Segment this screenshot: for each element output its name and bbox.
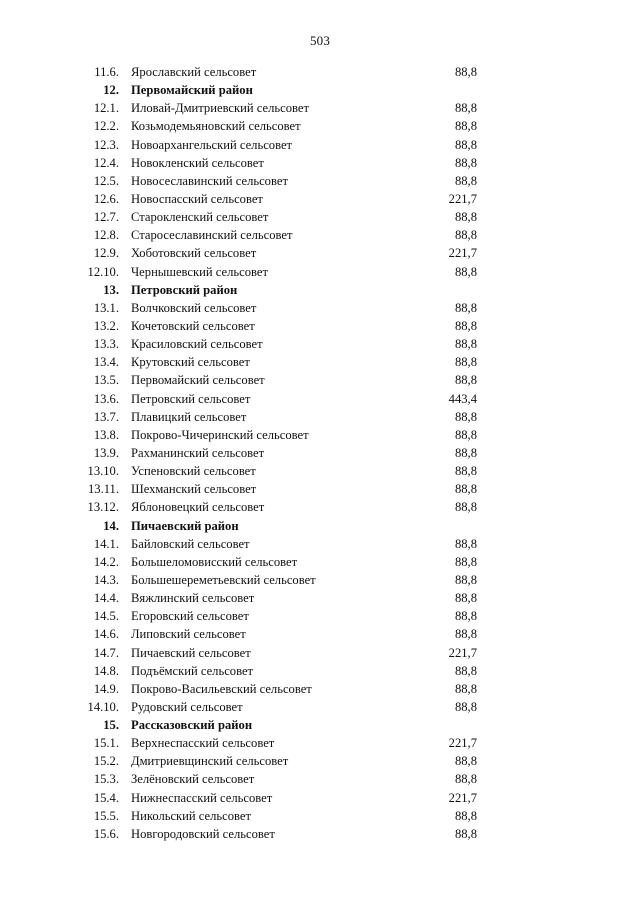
settlement-name: Верхнеспасский сельсовет	[131, 736, 275, 751]
settlement-name: Егоровский сельсовет	[131, 609, 249, 624]
settlement-name: Успеновский сельсовет	[131, 464, 256, 479]
table-row	[0, 390, 640, 408]
row-number: 12.2.	[93, 119, 119, 134]
settlement-name: Хоботовский сельсовет	[131, 246, 257, 261]
table-row	[0, 317, 640, 335]
amount-value: 88,8	[454, 464, 477, 479]
table-row	[0, 571, 640, 589]
amount-value: 88,8	[454, 500, 477, 515]
row-number: 14.9.	[93, 681, 119, 696]
table-row	[0, 607, 640, 625]
amount-value: 88,8	[454, 808, 477, 823]
row-number: 13.12.	[87, 500, 119, 515]
settlement-name: Яблоновецкий сельсовет	[131, 500, 265, 515]
settlement-name: Зелёновский сельсовет	[131, 772, 255, 787]
table-row	[0, 335, 640, 353]
amount-value: 88,8	[454, 627, 477, 642]
table-row	[0, 426, 640, 444]
row-number: 14.	[103, 518, 119, 533]
row-number: 14.5.	[93, 609, 119, 624]
table-row	[0, 408, 640, 426]
amount-value: 221,7	[448, 790, 477, 805]
settlement-name: Подъёмский сельсовет	[131, 663, 254, 678]
amount-value: 88,8	[454, 427, 477, 442]
table-row	[0, 226, 640, 244]
table-row	[0, 444, 640, 462]
district-name: Пичаевский район	[131, 518, 239, 533]
settlement-name: Никольский сельсовет	[131, 808, 252, 823]
settlement-name: Покрово-Васильевский сельсовет	[131, 681, 312, 696]
settlement-name: Большеломовисский сельсовет	[131, 554, 298, 569]
settlement-name: Первомайский сельсовет	[131, 373, 265, 388]
row-number: 12.7.	[93, 210, 119, 225]
settlement-name: Петровский сельсовет	[131, 391, 251, 406]
row-number: 11.6.	[94, 65, 119, 79]
row-number: 14.3.	[93, 572, 119, 587]
settlement-name: Иловай-Дмитриевский сельсовет	[131, 101, 309, 116]
amount-value: 88,8	[454, 772, 477, 787]
amount-value: 88,8	[454, 155, 477, 170]
settlement-name: Вяжлинский сельсовет	[131, 591, 255, 606]
settlement-name: Байловский сельсовет	[131, 536, 250, 551]
settlement-name: Новосеславинский сельсовет	[131, 173, 288, 188]
amount-value: 88,8	[454, 826, 477, 841]
amount-value: 221,7	[448, 736, 477, 751]
row-number: 15.2.	[93, 754, 119, 769]
amount-value: 88,8	[454, 355, 477, 370]
table-row	[0, 136, 640, 154]
row-number: 14.4.	[93, 591, 119, 606]
settlement-name: Красиловский сельсовет	[131, 337, 263, 352]
table-row	[0, 789, 640, 807]
amount-value: 88,8	[454, 572, 477, 587]
table-row	[0, 752, 640, 770]
table-row	[0, 154, 640, 172]
row-number: 13.7.	[93, 409, 119, 424]
row-number: 12.8.	[93, 228, 119, 243]
settlement-name: Новоархангельский сельсовет	[131, 137, 293, 152]
table-row	[0, 535, 640, 553]
amount-value: 88,8	[454, 318, 477, 333]
amount-value: 88,8	[454, 445, 477, 460]
row-number: 14.2.	[93, 554, 119, 569]
amount-value: 88,8	[454, 210, 477, 225]
amount-value: 88,8	[454, 101, 477, 116]
settlement-name: Покрово-Чичеринский сельсовет	[131, 427, 309, 442]
row-number: 15.3.	[93, 772, 119, 787]
settlement-name: Новоспасский сельсовет	[131, 191, 263, 206]
row-number: 12.5.	[93, 173, 119, 188]
row-number: 15.	[103, 718, 119, 733]
table-row	[0, 353, 640, 371]
row-number: 14.7.	[93, 645, 119, 660]
amount-value: 443,4	[448, 391, 477, 406]
row-number: 13.4.	[93, 355, 119, 370]
settlement-name: Волчковский сельсовет	[131, 300, 257, 315]
amount-value: 88,8	[454, 65, 477, 79]
table-row	[0, 825, 640, 843]
row-number: 14.10.	[87, 699, 119, 714]
table-row	[0, 480, 640, 498]
table-row	[0, 299, 640, 317]
row-number: 12.1.	[93, 101, 119, 116]
settlement-name: Липовский сельсовет	[131, 627, 246, 642]
district-name: Рассказовский район	[131, 718, 253, 733]
district-name: Петровский район	[131, 282, 238, 297]
settlement-name: Новокленский сельсовет	[131, 155, 264, 170]
row-number: 12.10.	[87, 264, 119, 279]
amount-value: 88,8	[454, 591, 477, 606]
row-number: 13.2.	[93, 318, 119, 333]
settlement-name: Большешереметьевский сельсовет	[131, 572, 316, 587]
amount-value: 88,8	[454, 699, 477, 714]
district-header-row	[0, 716, 640, 734]
row-number: 15.5.	[93, 808, 119, 823]
table-row	[0, 99, 640, 117]
table-row	[0, 172, 640, 190]
settlement-name: Старокленский сельсовет	[131, 210, 269, 225]
district-header-row	[0, 517, 640, 535]
settlement-name: Нижнеспасский сельсовет	[131, 790, 273, 805]
row-number: 12.	[103, 83, 119, 98]
amount-value: 88,8	[454, 409, 477, 424]
row-number: 15.1.	[93, 736, 119, 751]
settlement-name: Кочетовский сельсовет	[131, 318, 255, 333]
row-number: 13.6.	[93, 391, 119, 406]
table-row	[0, 63, 640, 81]
table-row	[0, 208, 640, 226]
amount-value: 88,8	[454, 173, 477, 188]
table-row	[0, 734, 640, 752]
table-row	[0, 770, 640, 788]
amount-value: 88,8	[454, 554, 477, 569]
settlement-name: Новгородовский сельсовет	[131, 826, 275, 841]
amount-value: 88,8	[454, 119, 477, 134]
amount-value: 88,8	[454, 300, 477, 315]
table-row	[0, 644, 640, 662]
amount-value: 88,8	[454, 754, 477, 769]
table-row	[0, 244, 640, 262]
district-header-row	[0, 81, 640, 99]
settlement-name: Козьмодемьяновский сельсовет	[131, 119, 301, 134]
row-number: 14.1.	[93, 536, 119, 551]
table-row	[0, 589, 640, 607]
table-row	[0, 371, 640, 389]
district-name: Первомайский район	[131, 83, 253, 98]
amount-value: 88,8	[454, 373, 477, 388]
table-row	[0, 680, 640, 698]
settlement-name: Рудовский сельсовет	[131, 699, 243, 714]
settlement-name: Крутовский сельсовет	[131, 355, 250, 370]
settlement-name: Шехманский сельсовет	[131, 482, 257, 497]
amount-value: 221,7	[448, 246, 477, 261]
row-number: 14.8.	[93, 663, 119, 678]
settlement-name: Пичаевский сельсовет	[131, 645, 251, 660]
amount-value: 221,7	[448, 191, 477, 206]
row-number: 13.	[103, 282, 119, 297]
row-number: 15.4.	[93, 790, 119, 805]
table-row	[0, 698, 640, 716]
amount-value: 221,7	[448, 645, 477, 660]
table-row	[0, 190, 640, 208]
page-number: 503	[309, 33, 331, 48]
row-number: 13.9.	[93, 445, 119, 460]
amount-value: 88,8	[454, 228, 477, 243]
settlement-name: Чернышевский сельсовет	[131, 264, 268, 279]
row-number: 13.1.	[93, 300, 119, 315]
table-row	[0, 263, 640, 281]
district-header-row	[0, 281, 640, 299]
row-number: 13.11.	[87, 482, 119, 497]
amount-value: 88,8	[454, 264, 477, 279]
amount-value: 88,8	[454, 482, 477, 497]
table-row	[0, 662, 640, 680]
amount-value: 88,8	[454, 681, 477, 696]
amount-value: 88,8	[454, 137, 477, 152]
row-number: 12.9.	[93, 246, 119, 261]
table-row	[0, 625, 640, 643]
settlement-name: Плавицкий сельсовет	[131, 409, 247, 424]
row-number: 12.4.	[93, 155, 119, 170]
table-row	[0, 807, 640, 825]
table-row	[0, 462, 640, 480]
row-number: 13.5.	[93, 373, 119, 388]
allocation-table	[0, 63, 640, 843]
settlement-name: Старосеславинский сельсовет	[131, 228, 293, 243]
settlement-name: Дмитриевщинский сельсовет	[131, 754, 289, 769]
amount-value: 88,8	[454, 609, 477, 624]
row-number: 15.6.	[93, 826, 119, 841]
row-number: 13.3.	[93, 337, 119, 352]
table-row	[0, 498, 640, 516]
table-row	[0, 117, 640, 135]
row-number: 12.6.	[93, 191, 119, 206]
row-number: 13.10.	[87, 464, 119, 479]
amount-value: 88,8	[454, 337, 477, 352]
amount-value: 88,8	[454, 536, 477, 551]
amount-value: 88,8	[454, 663, 477, 678]
settlement-name: Рахманинский сельсовет	[131, 445, 265, 460]
settlement-name: Ярославский сельсовет	[131, 65, 257, 79]
row-number: 12.3.	[93, 137, 119, 152]
row-number: 13.8.	[93, 427, 119, 442]
table-row	[0, 553, 640, 571]
row-number: 14.6.	[93, 627, 119, 642]
